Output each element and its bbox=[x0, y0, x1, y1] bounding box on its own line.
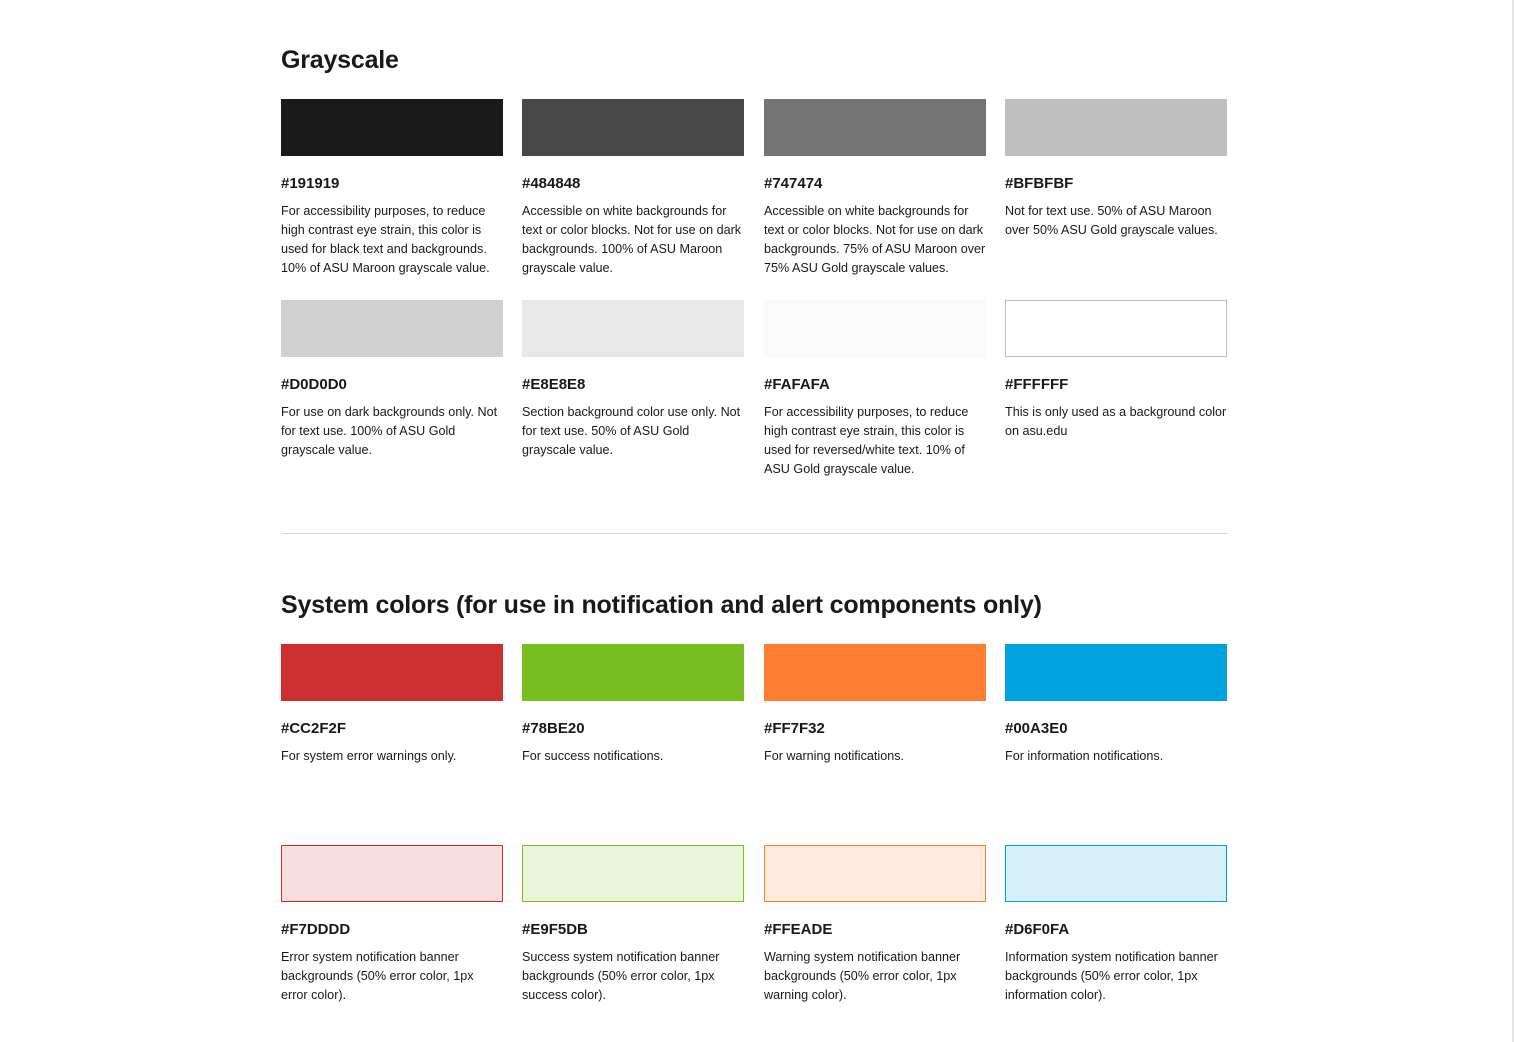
color-card bbox=[764, 300, 986, 479]
color-card bbox=[764, 99, 986, 278]
color-description: Error system notification banner backgrounds (50% error color, 1px error color). bbox=[281, 950, 474, 1002]
color-hex-code: #747474 bbox=[764, 175, 823, 192]
color-card bbox=[1005, 644, 1227, 766]
color-swatch bbox=[764, 845, 986, 902]
color-description: This is only used as a background color on asu.edu bbox=[1005, 405, 1227, 438]
color-card bbox=[281, 99, 503, 278]
color-card bbox=[522, 845, 744, 1005]
color-description: For system error warnings only. bbox=[281, 749, 457, 763]
color-hex-code: #FAFAFA bbox=[764, 376, 830, 393]
color-swatch bbox=[764, 99, 986, 156]
color-description: Not for text use. 50% of ASU Maroon over 50% ASU Gold grayscale values. bbox=[1005, 204, 1218, 237]
color-hex-code: #D0D0D0 bbox=[281, 376, 347, 393]
color-swatch bbox=[1005, 845, 1227, 902]
section-divider bbox=[281, 533, 1228, 534]
color-hex-code: #FFEADE bbox=[764, 921, 833, 938]
grayscale-section-title: Grayscale bbox=[281, 46, 399, 74]
color-card bbox=[764, 845, 986, 1005]
color-swatch bbox=[281, 300, 503, 357]
color-card bbox=[1005, 845, 1227, 1005]
color-hex-code: #D6F0FA bbox=[1005, 921, 1070, 938]
color-card bbox=[1005, 99, 1227, 240]
color-card bbox=[1005, 300, 1227, 441]
color-description: For success notifications. bbox=[522, 749, 664, 763]
color-hex-code: #BFBFBF bbox=[1005, 175, 1074, 192]
color-description: For accessibility purposes, to reduce high contrast eye strain, this color is used for reversed/white text. 10% of ASU Gold grayscale value. bbox=[764, 405, 969, 476]
color-card bbox=[764, 644, 986, 766]
color-hex-code: #F7DDDD bbox=[281, 921, 351, 938]
color-swatch bbox=[281, 845, 503, 902]
system-colors-section-title: System colors (for use in notification and alert components only) bbox=[281, 591, 1042, 619]
color-description: Warning system notification banner backgrounds (50% error color, 1px warning color). bbox=[764, 950, 961, 1002]
color-card bbox=[522, 644, 744, 766]
color-hex-code: #78BE20 bbox=[522, 720, 585, 737]
color-swatch bbox=[281, 99, 503, 156]
color-swatch bbox=[1005, 300, 1227, 357]
color-hex-code: #E9F5DB bbox=[522, 921, 588, 938]
color-card bbox=[522, 99, 744, 278]
color-description: Success system notification banner backgrounds (50% error color, 1px success color). bbox=[522, 950, 720, 1002]
color-card bbox=[281, 644, 503, 766]
color-description: For accessibility purposes, to reduce high contrast eye strain, this color is used for black text and backgrounds. 10% of ASU Maroon grayscale value. bbox=[281, 204, 490, 275]
color-description: For use on dark backgrounds only. Not for text use. 100% of ASU Gold grayscale value. bbox=[281, 405, 498, 457]
color-swatch bbox=[764, 300, 986, 357]
color-swatch bbox=[1005, 99, 1227, 156]
color-hex-code: #191919 bbox=[281, 175, 340, 192]
color-swatch bbox=[522, 644, 744, 701]
color-description: For warning notifications. bbox=[764, 749, 904, 763]
color-hex-code: #CC2F2F bbox=[281, 720, 347, 737]
color-description: For information notifications. bbox=[1005, 749, 1164, 763]
color-hex-code: #FF7F32 bbox=[764, 720, 825, 737]
color-description: Accessible on white backgrounds for text or color blocks. Not for use on dark backgrounds. 75% of ASU Maroon over 75% ASU Gold grayscale values. bbox=[764, 204, 986, 275]
color-description: Accessible on white backgrounds for text or color blocks. Not for use on dark backgrounds. 100% of ASU Maroon grayscale value. bbox=[522, 204, 742, 275]
color-swatch bbox=[522, 845, 744, 902]
color-swatch bbox=[522, 99, 744, 156]
color-swatch bbox=[281, 644, 503, 701]
color-swatch bbox=[1005, 644, 1227, 701]
color-hex-code: #484848 bbox=[522, 175, 581, 192]
color-card bbox=[522, 300, 744, 460]
color-description: Information system notification banner backgrounds (50% error color, 1px information color). bbox=[1005, 950, 1218, 1002]
color-description: Section background color use only. Not for text use. 50% of ASU Gold grayscale value. bbox=[522, 405, 741, 457]
color-hex-code: #00A3E0 bbox=[1005, 720, 1068, 737]
color-swatch bbox=[522, 300, 744, 357]
color-swatch bbox=[764, 644, 986, 701]
color-hex-code: #FFFFFF bbox=[1005, 376, 1069, 393]
color-card bbox=[281, 845, 503, 1005]
color-card bbox=[281, 300, 503, 460]
color-hex-code: #E8E8E8 bbox=[522, 376, 586, 393]
